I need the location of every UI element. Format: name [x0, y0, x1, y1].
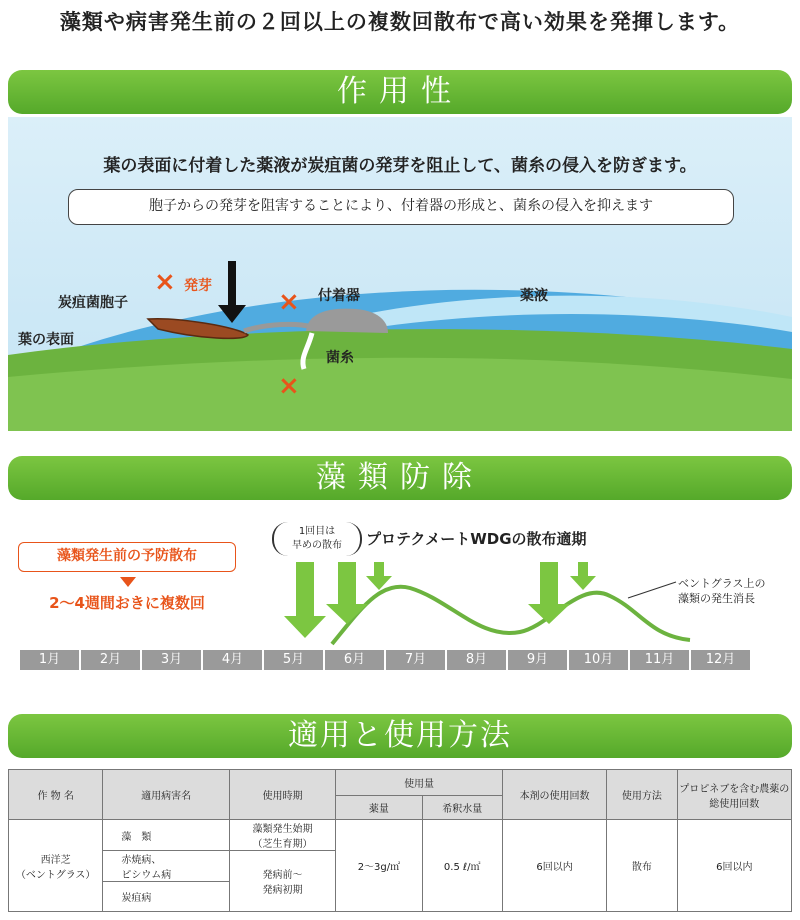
cell-timing-line1: 藻類発生始期	[252, 824, 313, 835]
month-cell: 12月	[691, 650, 752, 670]
spray-frequency-text: 2～4週間おきに複数回	[49, 594, 205, 612]
label-spore: 炭疽菌胞子	[58, 295, 128, 311]
month-cell: 7月	[386, 650, 447, 670]
cell-timing-line2: （芝生育期）	[252, 839, 313, 850]
cell-method: 散布	[607, 820, 677, 912]
cell-chemical: 2～3g/㎡	[336, 820, 422, 912]
label-germination: 発芽	[184, 278, 212, 294]
month-cell: 8月	[447, 650, 508, 670]
header-crop: 作 物 名	[9, 770, 103, 820]
action-note-box: 胞子からの発芽を阻害することにより、付着器の形成と、菌糸の侵入を抑えます	[68, 189, 734, 225]
first-spray-note-line2: 早めの散布	[292, 540, 342, 551]
cell-water: 0.5 ℓ/㎡	[422, 820, 502, 912]
page-headline: 藻類や病害発生前の２回以上の複数回散布で高い効果を発揮します。	[59, 10, 741, 34]
month-cell: 10月	[569, 650, 630, 670]
cell-count: 6回以内	[502, 820, 606, 912]
cell-timing-line2: 発病初期	[262, 885, 303, 896]
header-disease: 適用病害名	[103, 770, 229, 820]
header-total: プロピネブを含む農薬の総使用回数	[677, 770, 791, 820]
cell-timing	[229, 820, 335, 851]
month-cell: 9月	[508, 650, 569, 670]
curve-note-leader	[628, 582, 676, 598]
spray-arrow-large-3	[528, 562, 570, 624]
preventive-spray-box: 藻類発生前の予防散布	[18, 542, 236, 572]
section-band-action: 作用性	[8, 70, 792, 114]
cell-disease-line2: ピシウム病	[121, 870, 172, 881]
header-timing: 使用時期	[229, 770, 335, 820]
cell-total: 6回以内	[677, 820, 791, 912]
section-band-algae: 藻類防除	[8, 456, 792, 500]
cell-disease	[103, 851, 229, 882]
action-lead-text: 葉の表面に付着した薬液が炭疽菌の発芽を阻止して、菌糸の侵入を防ぎます。	[103, 156, 697, 176]
month-cell: 5月	[264, 650, 325, 670]
curve-note-line1: ベントグラス上の	[678, 577, 766, 590]
label-hypha: 菌糸	[326, 350, 354, 366]
curve-note-line2: 藻類の発生消長	[678, 592, 755, 605]
cell-timing	[229, 851, 335, 912]
x-mark-germination: ×	[154, 267, 176, 297]
section-band-usage: 適用と使用方法	[8, 714, 792, 758]
cell-disease: 藻 類	[103, 820, 229, 851]
month-cell: 3月	[142, 650, 203, 670]
cell-crop	[9, 820, 103, 912]
month-cell: 1月	[20, 650, 81, 670]
curve-note	[678, 576, 765, 606]
cell-crop-line2: （ベントグラス）	[15, 869, 96, 881]
first-spray-note-line1: 1回目は	[298, 526, 336, 537]
header-count: 本剤の使用回数	[502, 770, 606, 820]
label-solution: 薬液	[520, 288, 548, 304]
cell-timing-line1: 発病前～	[262, 870, 303, 881]
table-row	[9, 820, 792, 851]
spray-arrow-small-2	[570, 562, 596, 590]
label-leaf-surface: 葉の表面	[18, 332, 74, 348]
cell-disease: 炭疽病	[103, 882, 229, 912]
leaf-surface-shade	[8, 358, 792, 431]
spray-period-title: プロテクメートWDGの散布適期	[366, 530, 587, 548]
header-amount: 使用量	[336, 770, 503, 796]
spray-arrow-small-1	[366, 562, 392, 590]
x-mark-appressorium: ×	[278, 287, 300, 317]
month-cell: 11月	[630, 650, 691, 670]
header-method: 使用方法	[607, 770, 677, 820]
spray-arrow-large-1	[284, 562, 326, 638]
month-cell: 2月	[81, 650, 142, 670]
black-arrow-shaft	[228, 261, 236, 307]
usage-table	[8, 769, 792, 912]
label-appressorium: 付着器	[318, 288, 360, 304]
header-chemical: 薬量	[336, 796, 422, 820]
month-cell: 6月	[325, 650, 386, 670]
action-diagram-panel	[8, 117, 792, 431]
cell-disease-line1: 赤焼病、	[121, 855, 162, 866]
month-cell: 4月	[203, 650, 264, 670]
month-bar	[20, 650, 752, 670]
header-water: 希釈水量	[422, 796, 502, 820]
x-mark-hypha: ×	[278, 371, 300, 401]
cell-crop-line1: 西洋芝	[40, 854, 71, 866]
spray-arrow-large-2	[326, 562, 368, 624]
